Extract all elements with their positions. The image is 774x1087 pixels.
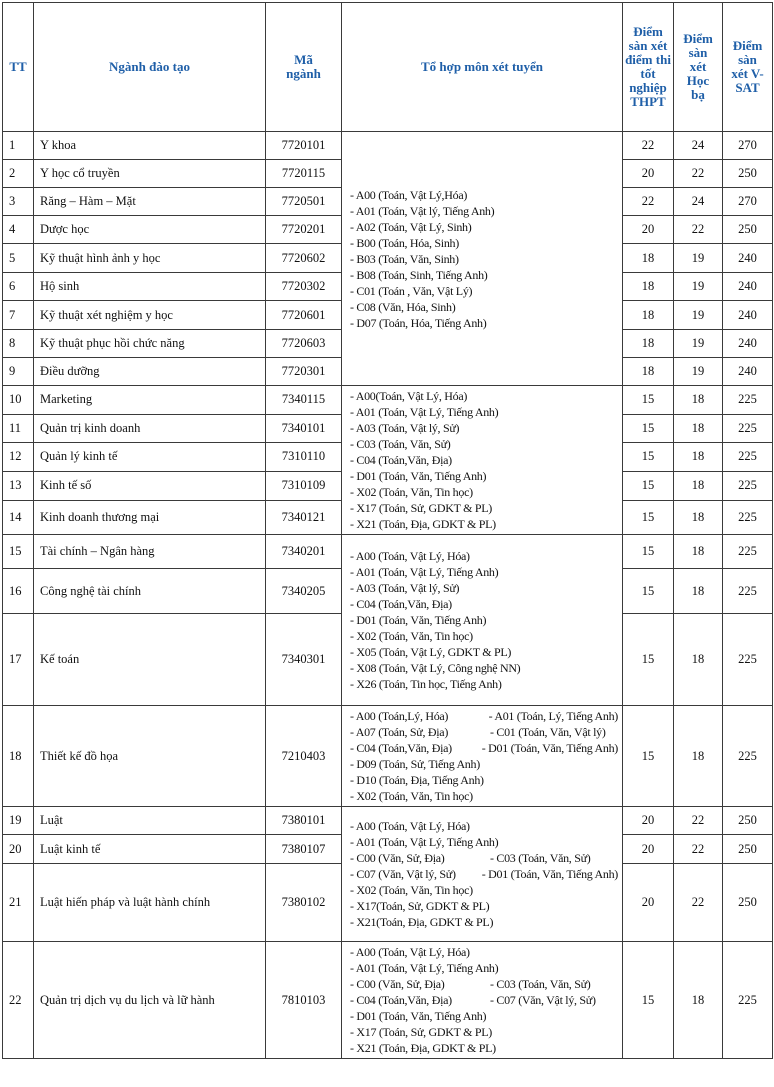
combo-pair [350, 708, 618, 724]
combo-line: - X08 (Toán, Vật Lý, Công nghệ NN) [350, 661, 521, 675]
table-row [3, 386, 773, 415]
row-tt: 20 [3, 835, 34, 864]
row-tt: 1 [3, 132, 34, 160]
row-major-name: Kỹ thuật xét nghiệm y học [34, 301, 266, 330]
row-major-name: Quản trị kinh doanh [34, 414, 266, 443]
row-major-code: 7380107 [266, 835, 342, 864]
row-score-vsat: 225 [723, 942, 773, 1059]
row-score-hocba: 18 [674, 535, 723, 569]
row-score-vsat: 250 [723, 835, 773, 864]
row-tt: 6 [3, 273, 34, 301]
row-score-hocba: 18 [674, 414, 723, 443]
row-score-vsat: 225 [723, 414, 773, 443]
combo-line: - A00 (Toán, Vật Lý, Hóa) [350, 549, 470, 563]
row-major-name: Tài chính – Ngân hàng [34, 535, 266, 569]
row-major-name: Marketing [34, 386, 266, 415]
combo-line: - B00 (Toán, Hóa, Sinh) [350, 235, 459, 250]
combo-line: - D10 (Toán, Địa, Tiếng Anh) [350, 773, 484, 787]
row-score-hocba: 18 [674, 501, 723, 535]
row-tt: 7 [3, 301, 34, 330]
row-major-code: 7720601 [266, 301, 342, 330]
row-score-hocba: 18 [674, 706, 723, 807]
row-major-code: 7720603 [266, 330, 342, 358]
header-code: Mã ngành [266, 3, 342, 132]
combo-line: - A07 (Toán, Sử, Địa) [350, 725, 449, 739]
row-score-vsat: 240 [723, 358, 773, 386]
row-major-name: Luật hiến pháp và luật hành chính [34, 864, 266, 942]
row-score-thpt: 20 [623, 160, 674, 188]
row-tt: 21 [3, 864, 34, 942]
combo-line: - X21 (Toán, Địa, GDKT & PL) [350, 1041, 496, 1055]
row-score-hocba: 18 [674, 443, 723, 472]
row-tt: 14 [3, 501, 34, 535]
row-tt: 11 [3, 414, 34, 443]
combo-cell-health [342, 132, 623, 386]
combo-pair [350, 850, 618, 866]
row-score-thpt: 15 [623, 535, 674, 569]
row-major-name: Kỹ thuật phục hồi chức năng [34, 330, 266, 358]
header-major: Ngành đào tạo [34, 3, 266, 132]
row-score-hocba: 19 [674, 358, 723, 386]
table-row [3, 706, 773, 807]
row-major-code: 7720602 [266, 244, 342, 273]
combo-line: - B08 (Toán, Sinh, Tiếng Anh) [350, 267, 488, 282]
combo-line: - X02 (Toán, Văn, Tin học) [350, 629, 473, 643]
row-score-hocba: 22 [674, 864, 723, 942]
row-major-name: Kế toán [34, 614, 266, 706]
row-score-thpt: 18 [623, 330, 674, 358]
row-score-hocba: 22 [674, 160, 723, 188]
combo-pair [350, 740, 618, 756]
row-major-name: Thiết kế đồ họa [34, 706, 266, 807]
combo-line: - D09 (Toán, Sử, Tiếng Anh) [350, 757, 480, 771]
row-tt: 12 [3, 443, 34, 472]
combo-line: - C04 (Toán,Văn, Địa) [350, 993, 452, 1007]
combo-line: - X21(Toán, Địa, GDKT & PL) [350, 915, 494, 929]
row-score-hocba: 22 [674, 835, 723, 864]
row-major-name: Công nghệ tài chính [34, 569, 266, 614]
row-score-thpt: 15 [623, 569, 674, 614]
row-score-hocba: 18 [674, 614, 723, 706]
row-major-name: Luật [34, 807, 266, 835]
combo-line: - X05 (Toán, Vật Lý, GDKT & PL) [350, 645, 512, 659]
row-major-code: 7310109 [266, 471, 342, 501]
row-tt: 9 [3, 358, 34, 386]
row-major-code: 7340205 [266, 569, 342, 614]
row-major-code: 7720302 [266, 273, 342, 301]
combo-line: - C03 (Toán, Văn, Sử) [350, 437, 451, 451]
row-major-name: Răng – Hàm – Mặt [34, 188, 266, 216]
combo-pair [350, 992, 618, 1008]
row-tt: 10 [3, 386, 34, 415]
row-tt: 19 [3, 807, 34, 835]
table-row [3, 942, 773, 1059]
combo-line: - A01 (Toán, Vật lý, Tiếng Anh) [350, 203, 495, 218]
row-tt: 17 [3, 614, 34, 706]
combo-line: - C07 (Văn, Vật lý, Sử) [350, 867, 456, 881]
combo-line: - C04 (Toán,Văn, Địa) [350, 597, 452, 611]
combo-line: - A01 (Toán, Vật Lý, Tiếng Anh) [350, 405, 499, 419]
combo-line: - X17(Toán, Sử, GDKT & PL) [350, 899, 490, 913]
table-row [3, 807, 773, 835]
row-score-hocba: 19 [674, 244, 723, 273]
combo-cell-law [342, 807, 623, 942]
row-major-name: Hộ sinh [34, 273, 266, 301]
row-score-thpt: 15 [623, 443, 674, 472]
header-combos: Tổ hợp môn xét tuyển [342, 3, 623, 132]
row-score-thpt: 15 [623, 501, 674, 535]
row-major-name: Kinh doanh thương mại [34, 501, 266, 535]
row-score-thpt: 20 [623, 864, 674, 942]
combo-line: - D01 (Toán, Văn, Tiếng Anh) [350, 1009, 487, 1023]
combo-line: - C08 (Văn, Hóa, Sinh) [350, 299, 456, 314]
combo-line: - A01 (Toán, Lý, Tiếng Anh) [488, 709, 618, 723]
combo-line: - A01 (Toán, Vật Lý, Tiếng Anh) [350, 565, 499, 579]
row-tt: 15 [3, 535, 34, 569]
row-major-code: 7720501 [266, 188, 342, 216]
row-score-vsat: 225 [723, 535, 773, 569]
row-major-name: Kỹ thuật hình ảnh y học [34, 244, 266, 273]
combo-line: - C00 (Văn, Sử, Địa) [350, 977, 445, 991]
row-major-code: 7340101 [266, 414, 342, 443]
combo-line: - X21 (Toán, Địa, GDKT & PL) [350, 517, 496, 531]
row-score-hocba: 18 [674, 569, 723, 614]
combo-pair [350, 724, 618, 740]
row-tt: 16 [3, 569, 34, 614]
combo-line: - D01 (Toán, Văn, Tiếng Anh) [481, 741, 618, 755]
combo-line: - A03 (Toán, Vật lý, Sử) [350, 421, 460, 435]
row-tt: 3 [3, 188, 34, 216]
row-score-vsat: 225 [723, 501, 773, 535]
header-vsat: Điểm sàn xét V-SAT [723, 3, 773, 132]
row-score-hocba: 24 [674, 132, 723, 160]
row-score-vsat: 240 [723, 301, 773, 330]
row-score-vsat: 240 [723, 244, 773, 273]
row-major-code: 7340121 [266, 501, 342, 535]
combo-cell-design [342, 706, 623, 807]
combo-line: - X02 (Toán, Văn, Tin học) [350, 789, 473, 803]
combo-line: - X17 (Toán, Sử, GDKT & PL) [350, 1025, 492, 1039]
combo-cell-finance [342, 535, 623, 706]
row-score-vsat: 250 [723, 216, 773, 244]
row-score-hocba: 24 [674, 188, 723, 216]
row-score-vsat: 250 [723, 864, 773, 942]
row-score-thpt: 18 [623, 301, 674, 330]
row-major-code: 7310110 [266, 443, 342, 472]
row-major-name: Y khoa [34, 132, 266, 160]
row-score-hocba: 18 [674, 386, 723, 415]
combo-line: - C04 (Toán,Văn, Địa) [350, 741, 452, 755]
combo-line: - A00 (Toán, Vật Lý, Hóa) [350, 819, 470, 833]
combo-line: - A01 (Toán, Vật Lý, Tiếng Anh) [350, 835, 499, 849]
combo-line: - C00 (Văn, Sử, Địa) [350, 851, 445, 865]
row-score-thpt: 22 [623, 188, 674, 216]
row-score-thpt: 18 [623, 358, 674, 386]
combo-line: - D01 (Toán, Văn, Tiếng Anh) [481, 867, 618, 881]
row-tt: 22 [3, 942, 34, 1059]
combo-line: - X02 (Toán, Văn, Tin học) [350, 485, 473, 499]
row-tt: 4 [3, 216, 34, 244]
header-hocba: Điểm sàn xét Học bạ [674, 3, 723, 132]
combo-line: - D01 (Toán, Văn, Tiếng Anh) [350, 469, 487, 483]
row-major-code: 7210403 [266, 706, 342, 807]
combo-line: - A00(Toán, Vật Lý, Hóa) [350, 389, 468, 403]
table-row [3, 132, 773, 160]
combo-pair [350, 866, 618, 882]
combo-line: - C03 (Toán, Văn, Sử) [490, 851, 591, 865]
row-score-vsat: 240 [723, 273, 773, 301]
row-score-thpt: 15 [623, 414, 674, 443]
row-tt: 5 [3, 244, 34, 273]
row-tt: 18 [3, 706, 34, 807]
row-score-vsat: 270 [723, 132, 773, 160]
row-score-thpt: 18 [623, 273, 674, 301]
header-tt: TT [3, 3, 34, 132]
combo-line: - X26 (Toán, Tin học, Tiếng Anh) [350, 677, 502, 691]
row-score-hocba: 18 [674, 471, 723, 501]
row-score-vsat: 270 [723, 188, 773, 216]
combo-line: - D01 (Toán, Văn, Tiếng Anh) [350, 613, 487, 627]
row-major-name: Quản trị dịch vụ du lịch và lữ hành [34, 942, 266, 1059]
combo-line: - A03 (Toán, Vật lý, Sử) [350, 581, 460, 595]
combo-line: - A00 (Toán,Lý, Hóa) [350, 709, 449, 723]
row-score-thpt: 20 [623, 216, 674, 244]
row-major-code: 7380101 [266, 807, 342, 835]
row-score-hocba: 22 [674, 807, 723, 835]
row-major-name: Luật kinh tế [34, 835, 266, 864]
combo-line: - C01 (Toán, Văn, Vật lý) [490, 725, 606, 739]
row-major-name: Y học cổ truyền [34, 160, 266, 188]
row-major-code: 7720115 [266, 160, 342, 188]
combo-line: - C03 (Toán, Văn, Sử) [490, 977, 591, 991]
row-tt: 8 [3, 330, 34, 358]
row-score-thpt: 15 [623, 471, 674, 501]
combo-line: - A01 (Toán, Vật Lý, Tiếng Anh) [350, 961, 499, 975]
row-major-code: 7720301 [266, 358, 342, 386]
row-score-thpt: 22 [623, 132, 674, 160]
row-score-hocba: 19 [674, 330, 723, 358]
row-score-thpt: 18 [623, 244, 674, 273]
row-score-vsat: 250 [723, 160, 773, 188]
combo-line: - C04 (Toán,Văn, Địa) [350, 453, 452, 467]
combo-line: - X02 (Toán, Văn, Tin học) [350, 883, 473, 897]
combo-line: - A00 (Toán, Vật Lý,Hóa) [350, 187, 468, 202]
combo-pair [350, 976, 618, 992]
row-score-thpt: 15 [623, 386, 674, 415]
combo-line: - C07 (Văn, Vật lý, Sử) [490, 993, 596, 1007]
row-major-name: Điều dưỡng [34, 358, 266, 386]
row-score-vsat: 225 [723, 706, 773, 807]
row-score-thpt: 20 [623, 835, 674, 864]
row-major-name: Kinh tế số [34, 471, 266, 501]
combo-line: - D07 (Toán, Hóa, Tiếng Anh) [350, 315, 487, 330]
admission-table [2, 2, 773, 1059]
row-tt: 2 [3, 160, 34, 188]
combo-line: - A02 (Toán, Vật Lý, Sinh) [350, 219, 472, 234]
row-score-vsat: 225 [723, 386, 773, 415]
row-score-vsat: 225 [723, 614, 773, 706]
combo-line: - X17 (Toán, Sử, GDKT & PL) [350, 501, 492, 515]
combo-line: - A00 (Toán, Vật Lý, Hóa) [350, 945, 470, 959]
row-major-code: 7720201 [266, 216, 342, 244]
row-major-code: 7340301 [266, 614, 342, 706]
row-major-code: 7810103 [266, 942, 342, 1059]
row-tt: 13 [3, 471, 34, 501]
combo-line: - B03 (Toán, Văn, Sinh) [350, 251, 459, 266]
combo-cell-business [342, 386, 623, 535]
row-major-code: 7340115 [266, 386, 342, 415]
row-score-thpt: 20 [623, 807, 674, 835]
row-score-thpt: 15 [623, 706, 674, 807]
row-score-hocba: 18 [674, 942, 723, 1059]
row-score-vsat: 225 [723, 569, 773, 614]
combo-cell-tourism [342, 942, 623, 1059]
row-major-code: 7720101 [266, 132, 342, 160]
header-row [3, 3, 773, 132]
row-score-thpt: 15 [623, 942, 674, 1059]
row-major-code: 7340201 [266, 535, 342, 569]
row-score-vsat: 225 [723, 443, 773, 472]
header-thpt: Điểm sàn xét điểm thi tốt nghiệp THPT [623, 3, 674, 132]
row-score-thpt: 15 [623, 614, 674, 706]
row-score-vsat: 240 [723, 330, 773, 358]
table-row [3, 535, 773, 569]
row-score-hocba: 19 [674, 273, 723, 301]
row-score-vsat: 250 [723, 807, 773, 835]
row-major-code: 7380102 [266, 864, 342, 942]
row-score-hocba: 19 [674, 301, 723, 330]
row-score-vsat: 225 [723, 471, 773, 501]
row-major-name: Quản lý kinh tế [34, 443, 266, 472]
row-score-hocba: 22 [674, 216, 723, 244]
row-major-name: Dược học [34, 216, 266, 244]
combo-line: - C01 (Toán , Văn, Vật Lý) [350, 283, 473, 298]
